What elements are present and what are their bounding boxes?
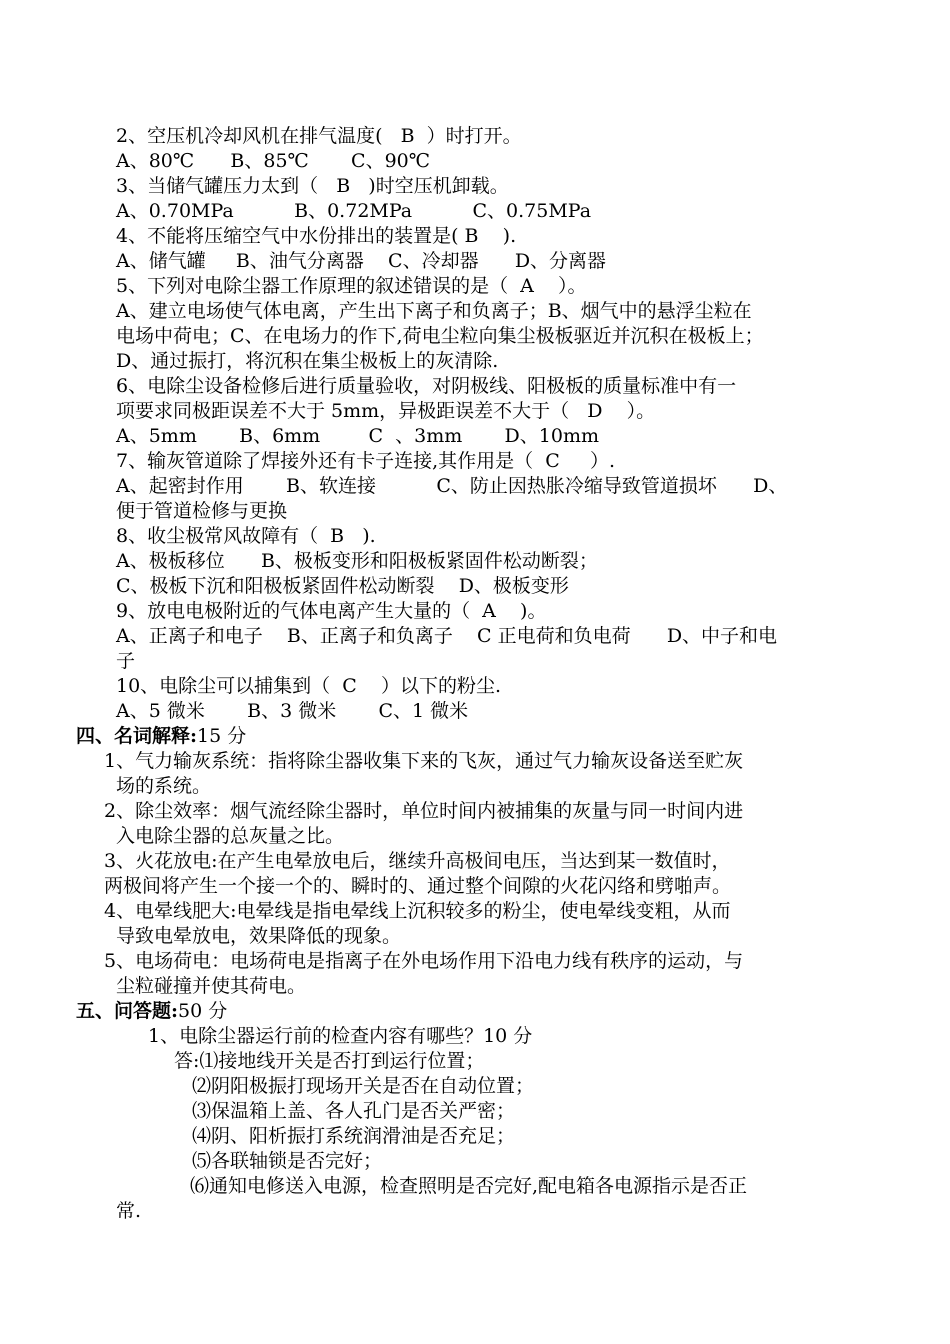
q6-stem-line-2: 项要求同极距误差不大于 5mm，异极距误差不大于（ D ）。 bbox=[116, 400, 656, 422]
term-2-line-2: 入电除尘器的总灰量之比。 bbox=[116, 825, 345, 847]
q7-options-line-2: 便于管道检修与更换 bbox=[116, 500, 288, 522]
q10-stem: 10、电除尘可以捕集到（ C ）以下的粉尘. bbox=[116, 675, 501, 697]
q5-options-line-1: A、建立电场使气体电离，产生出下离子和负离子；B、烟气中的悬浮尘粒在 bbox=[116, 300, 752, 322]
q9-options-line-2: 子 bbox=[116, 650, 136, 672]
term-1-line-2: 场的系统。 bbox=[116, 775, 212, 797]
q7-options-line-1: A、起密封作用 B、软连接 C、防止因热胀冷缩导致管道损坏 D、 bbox=[116, 475, 788, 497]
answer-line-5: ⑸各联轴锁是否完好； bbox=[192, 1150, 383, 1172]
q2-stem: 2、空压机冷却风机在排气温度( B ）时打开。 bbox=[116, 125, 522, 147]
term-4-line-1: 4、电晕线肥大:电晕线是指电晕线上沉积较多的粉尘，使电晕线变粗，从而 bbox=[104, 900, 731, 922]
section-5-title: 五、问答题: bbox=[76, 1000, 179, 1022]
section-4-title: 四、名词解释: bbox=[76, 725, 198, 747]
q8-options-line-1: A、极板移位 B、极板变形和阳极板紧固件松动断裂； bbox=[116, 550, 598, 572]
answer-line-2: ⑵阴阳极振打现场开关是否在自动位置； bbox=[192, 1075, 535, 1097]
term-3-line-1: 3、火花放电:在产生电晕放电后，继续升高极间电压，当达到某一数值时， bbox=[104, 850, 731, 872]
section-5-heading bbox=[76, 999, 227, 1023]
term-3-line-2: 两极间将产生一个接一个的、瞬时的、通过整个间隙的火花闪络和劈啪声。 bbox=[104, 875, 732, 897]
q4-options: A、储气罐 B、油气分离器 C、冷却器 D、分离器 bbox=[116, 250, 607, 272]
q3-stem: 3、当储气罐压力太到（ B )时空压机卸载。 bbox=[116, 175, 509, 197]
answer-line-7: 常. bbox=[116, 1200, 142, 1222]
term-5-line-1: 5、电场荷电：电场荷电是指离子在外电场作用下沿电力线有秩序的运动，与 bbox=[104, 950, 744, 972]
answer-line-3: ⑶保温箱上盖、各人孔门是否关严密； bbox=[192, 1100, 516, 1122]
q6-stem-line-1: 6、电除尘设备检修后进行质量验收，对阴极线、阳极板的质量标准中有一 bbox=[116, 375, 737, 397]
q7-stem: 7、输灰管道除了焊接外还有卡子连接,其作用是（ C ）. bbox=[116, 450, 615, 472]
qa-question-1: 1、电除尘器运行前的检查内容有哪些？10 分 bbox=[148, 1025, 533, 1047]
q5-options-line-2: 电场中荷电；C、在电场力的作下,荷电尘粒向集尘极板驱近并沉积在极板上； bbox=[116, 325, 764, 347]
section-5-points: 50 分 bbox=[178, 1000, 228, 1022]
q9-options-line-1: A、正离子和电子 B、正离子和负离子 C 正电荷和负电荷 D、中子和电 bbox=[116, 625, 778, 647]
q3-options: A、0.70MPa B、0.72MPa C、0.75MPa bbox=[116, 200, 592, 222]
term-5-line-2: 尘粒碰撞并使其荷电。 bbox=[116, 975, 307, 997]
q8-options-line-2: C、极板下沉和阳极板紧固件松动断裂 D、极板变形 bbox=[116, 575, 569, 597]
q9-stem: 9、放电电极附近的气体电离产生大量的（ A )。 bbox=[116, 600, 547, 622]
section-4-points: 15 分 bbox=[197, 725, 247, 747]
answer-line-4: ⑷阴、阳析振打系统润滑油是否充足； bbox=[192, 1125, 516, 1147]
q6-options: A、5mm B、6mm C 、3mm D、10mm bbox=[116, 425, 599, 447]
section-4-heading bbox=[76, 724, 246, 748]
term-4-line-2: 导致电晕放电，效果降低的现象。 bbox=[116, 925, 402, 947]
q8-stem: 8、收尘极常风故障有（ B ). bbox=[116, 525, 376, 547]
answer-line-6: ⑹通知电修送入电源，检查照明是否完好,配电箱各电源指示是否正 bbox=[190, 1175, 748, 1197]
answer-line-1: 答:⑴接地线开关是否打到运行位置； bbox=[174, 1050, 485, 1072]
q5-stem: 5、下列对电除尘器工作原理的叙述错误的是（ A ）。 bbox=[116, 275, 587, 297]
term-2-line-1: 2、除尘效率：烟气流经除尘器时，单位时间内被捕集的灰量与同一时间内进 bbox=[104, 800, 744, 822]
term-1-line-1: 1、气力输灰系统：指将除尘器收集下来的飞灰，通过气力输灰设备送至贮灰 bbox=[104, 750, 744, 772]
q5-options-line-3: D、通过振打，将沉积在集尘极板上的灰清除. bbox=[116, 350, 499, 372]
q2-options: A、80℃ B、85℃ C、90℃ bbox=[116, 150, 431, 172]
q10-options: A、5 微米 B、3 微米 C、1 微米 bbox=[116, 700, 469, 722]
q4-stem: 4、不能将压缩空气中水份排出的装置是( B ). bbox=[116, 225, 517, 247]
